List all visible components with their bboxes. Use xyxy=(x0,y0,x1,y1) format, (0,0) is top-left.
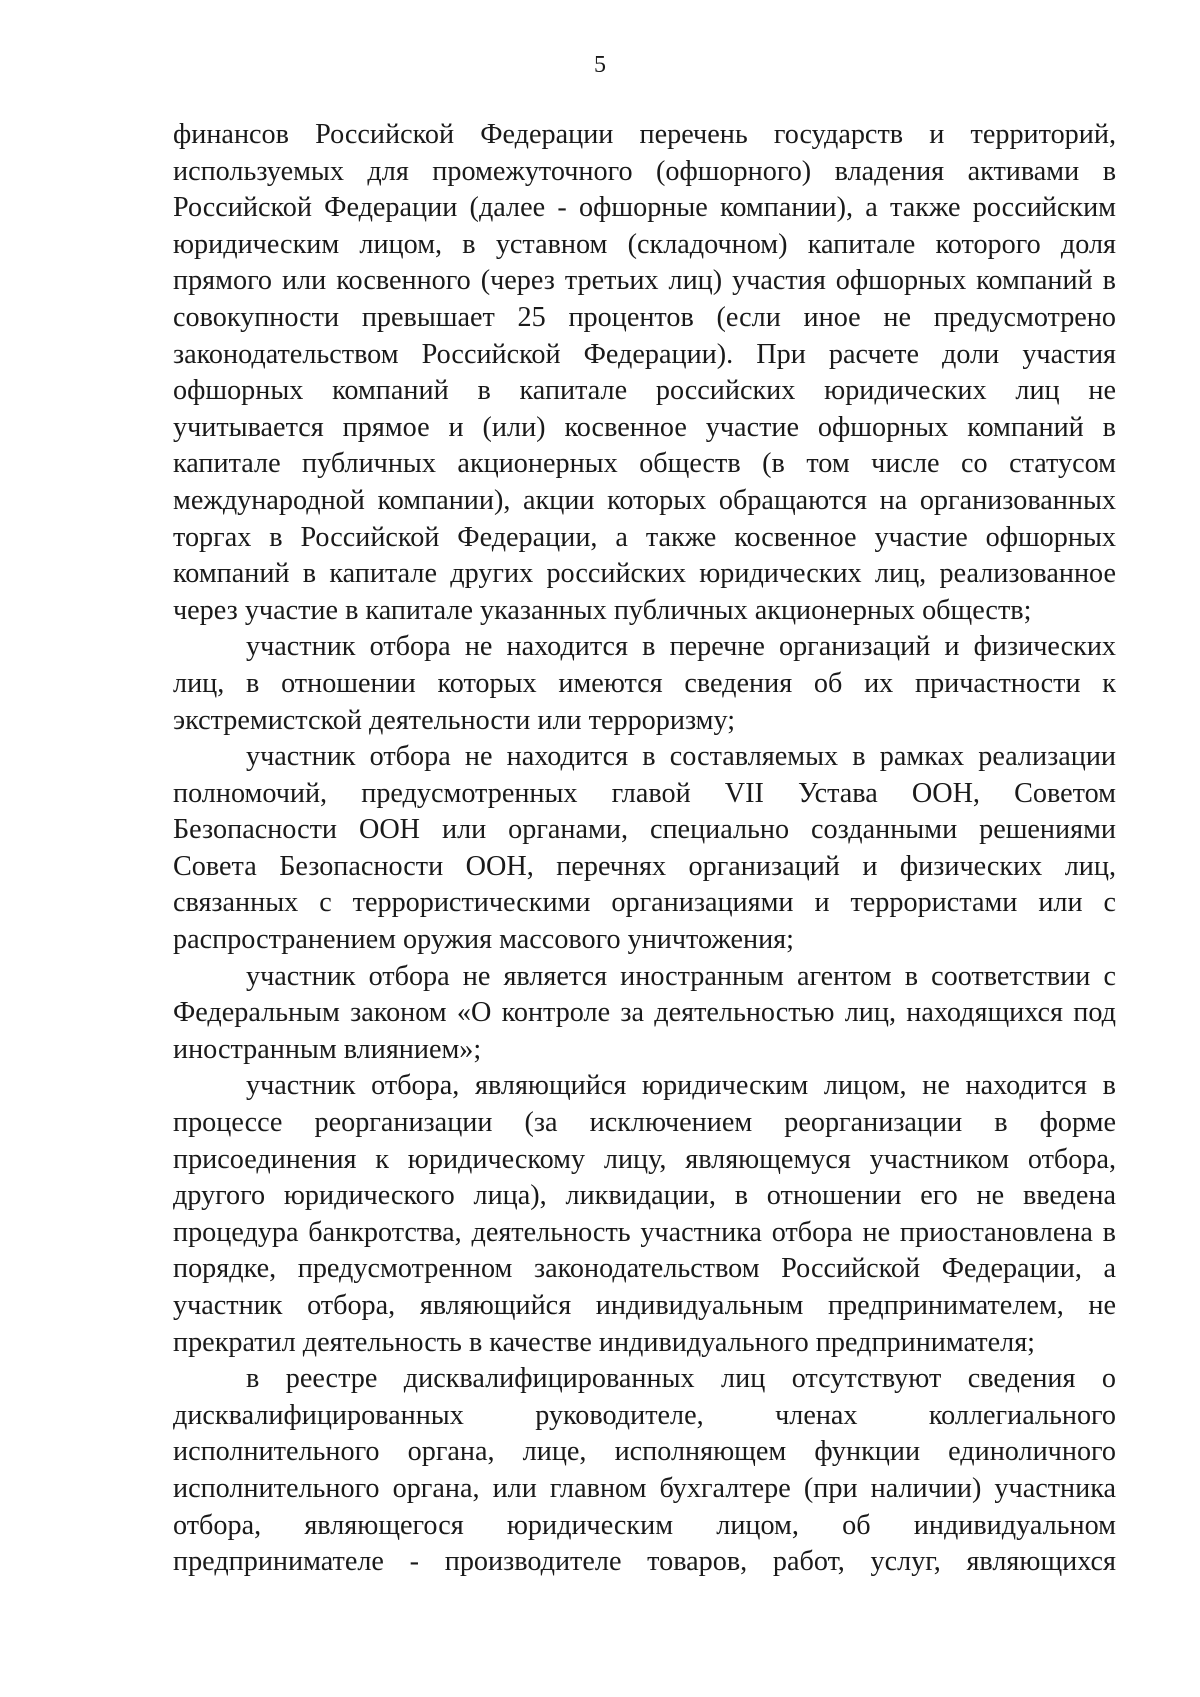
document-body xyxy=(173,117,1116,1581)
paragraph-disqualified-persons: в реестре дисквалифицированных лиц отсутствуют сведения о дисквалифицированных руководителе, членах коллегиального исполнительного органа, лице, исполняющем функции единоличного исполнительного органа, или главном бухгалтере (при наличии) участника отбора, являющегося юридическим лицом, об индивидуальном предпринимателе - производителе товаров, работ, услуг, являющихся xyxy=(173,1363,1116,1578)
paragraph-un-security-council: участник отбора не находится в составляемых в рамках реализации полномочий, предусмотренных главой VII Устава ООН, Советом Безопасности ООН или органами, специально созданными решениями Совета Безопасности ООН, перечнях организаций и физических лиц, связанных с террористическими организациями и террористами или с распространением оружия массового уничтожения; xyxy=(173,741,1116,956)
paragraph-reorganization: участник отбора, являющийся юридическим лицом, не находится в процессе реорганизации (за исключением реорганизации в форме присоединения к юридическому лицу, являющемуся участником отбора, другого юридического лица), ликвидации, в отношении его не введена процедура банкротства, деятельность участника отбора не приостановлена в порядке, предусмотренном законодательством Российской Федерации, а участник отбора, являющийся индивидуальным предпринимателем, не прекратил деятельность в качестве индивидуального предпринимателя; xyxy=(173,1070,1116,1358)
page-number: 5 xyxy=(594,52,606,78)
paragraph-foreign-agent: участник отбора не является иностранным агентом в соответствии с Федеральным законом «О контроле за деятельностью лиц, находящихся под иностранным влиянием»; xyxy=(173,960,1116,1065)
paragraph-extremism-list: участник отбора не находится в перечне организаций и физических лиц, в отношении которых имеются сведения об их причастности к экстремистской деятельности или терроризму; xyxy=(173,631,1116,736)
paragraph-continuation: финансов Российской Федерации перечень государств и территорий, используемых для промежуточного (офшорного) владения активами в Российской Федерации (далее - офшорные компании), а также российским юридическим лицом, в уставном (складочном) капитале которого доля прямого или косвенного (через третьих лиц) участия офшорных компаний в совокупности превышает 25 процентов (если иное не предусмотрено законодательством Российской Федерации). При расчете доли участия офшорных компаний в капитале российских юридических лиц не учитывается прямое и (или) косвенное участие офшорных компаний в капитале публичных акционерных обществ (в том числе со статусом международной компании), акции которых обращаются на организованных торгах в Российской Федерации, а также косвенное участие офшорных компаний в капитале других российских юридических лиц, реализованное через участие в капитале указанных публичных акционерных обществ; xyxy=(173,119,1116,626)
